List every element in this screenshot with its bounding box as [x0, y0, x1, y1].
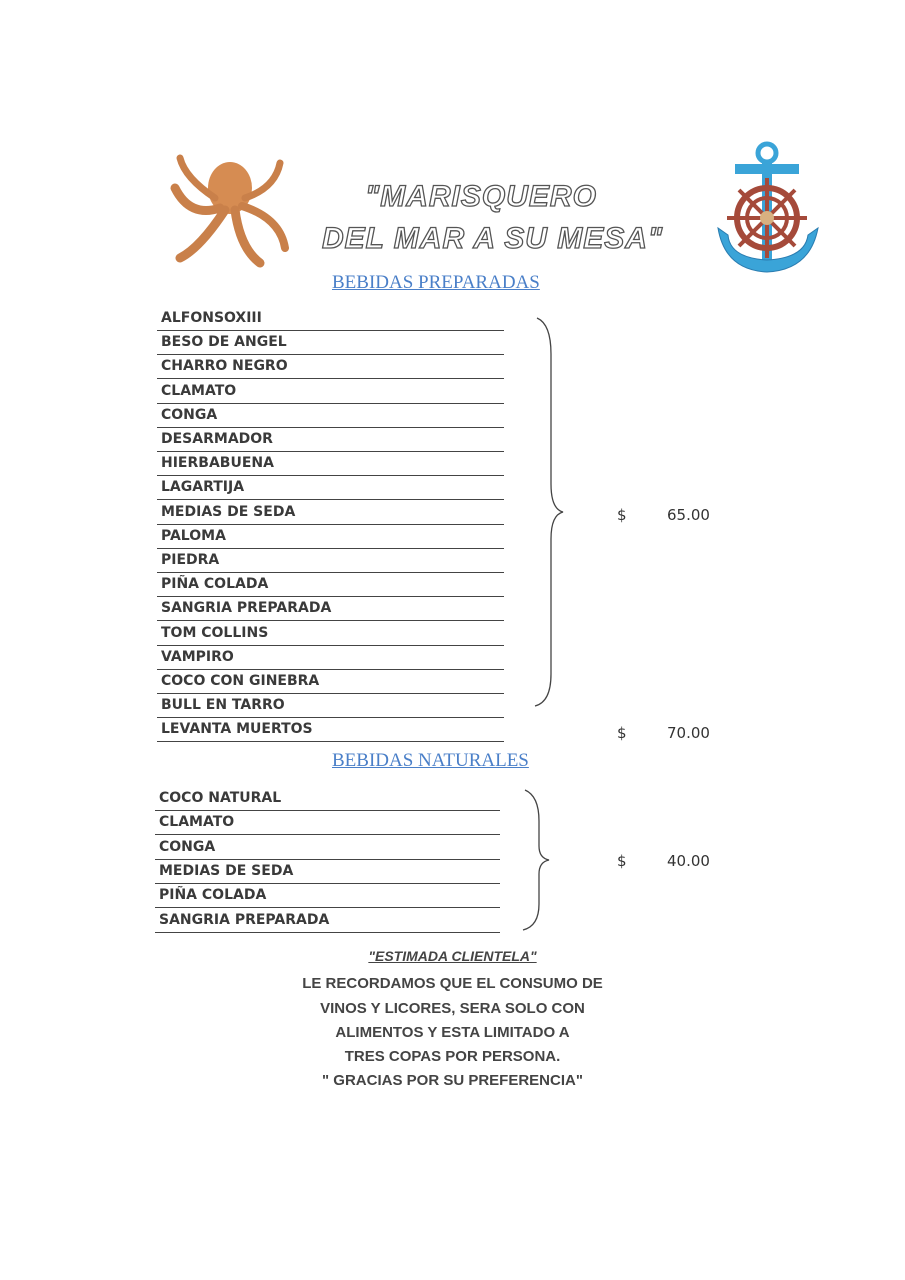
menu-item: DESARMADOR	[157, 428, 504, 452]
menu-item: BESO DE ANGEL	[157, 331, 504, 355]
menu-item: PIEDRA	[157, 549, 504, 573]
notice-line: LE RECORDAMOS QUE EL CONSUMO DE	[302, 975, 603, 992]
notice-line: ALIMENTOS Y ESTA LIMITADO A	[335, 1024, 570, 1041]
menu-item: CHARRO NEGRO	[157, 355, 504, 379]
section-title-preparadas: BEBIDAS PREPARADAS	[332, 272, 540, 293]
menu-item: LAGARTIJA	[157, 476, 504, 500]
notice-line: TRES COPAS POR PERSONA.	[344, 1048, 561, 1065]
anchor-wheel-icon	[710, 140, 828, 282]
price-currency: $	[617, 506, 627, 524]
menu-item: BULL EN TARRO	[157, 694, 504, 718]
notice-heading: "ESTIMADA CLIENTELA"	[368, 948, 537, 964]
section-title-naturales: BEBIDAS NATURALES	[332, 750, 529, 771]
brace-icon	[515, 786, 565, 934]
price-amount: 40.00	[667, 852, 710, 870]
menu-item: COCO CON GINEBRA	[157, 670, 504, 694]
menu-item: COCO NATURAL	[155, 787, 500, 811]
octopus-icon	[160, 148, 295, 278]
price-currency: $	[617, 852, 627, 870]
menu-item: CLAMATO	[155, 811, 500, 835]
price-amount: 65.00	[667, 506, 710, 524]
notice-line: VINOS Y LICORES, SERA SOLO CON	[320, 1000, 585, 1017]
menu-item: VAMPIRO	[157, 646, 504, 670]
menu-item: LEVANTA MUERTOS	[157, 718, 504, 742]
title-line-1: "MARISQUERO	[365, 180, 597, 213]
menu-item: CONGA	[155, 836, 500, 860]
menu-item: HIERBABUENA	[157, 452, 504, 476]
menu-item: CLAMATO	[157, 380, 504, 404]
menu-item: PIÑA COLADA	[155, 884, 500, 908]
menu-item: PALOMA	[157, 525, 504, 549]
menu-item: ALFONSOXIII	[157, 307, 504, 331]
menu-item: SANGRIA PREPARADA	[155, 909, 500, 933]
menu-item: PIÑA COLADA	[157, 573, 504, 597]
title-line-2: DEL MAR A SU MESA"	[322, 222, 664, 255]
brace-icon	[505, 314, 575, 709]
notice-line: " GRACIAS POR SU PREFERENCIA"	[322, 1072, 583, 1089]
price-amount: 70.00	[667, 724, 710, 742]
menu-item: TOM COLLINS	[157, 622, 504, 646]
menu-item: MEDIAS DE SEDA	[155, 860, 500, 884]
menu-item: SANGRIA PREPARADA	[157, 597, 504, 621]
menu-item: MEDIAS DE SEDA	[157, 501, 504, 525]
price-currency: $	[617, 724, 627, 742]
menu-item: CONGA	[157, 404, 504, 428]
